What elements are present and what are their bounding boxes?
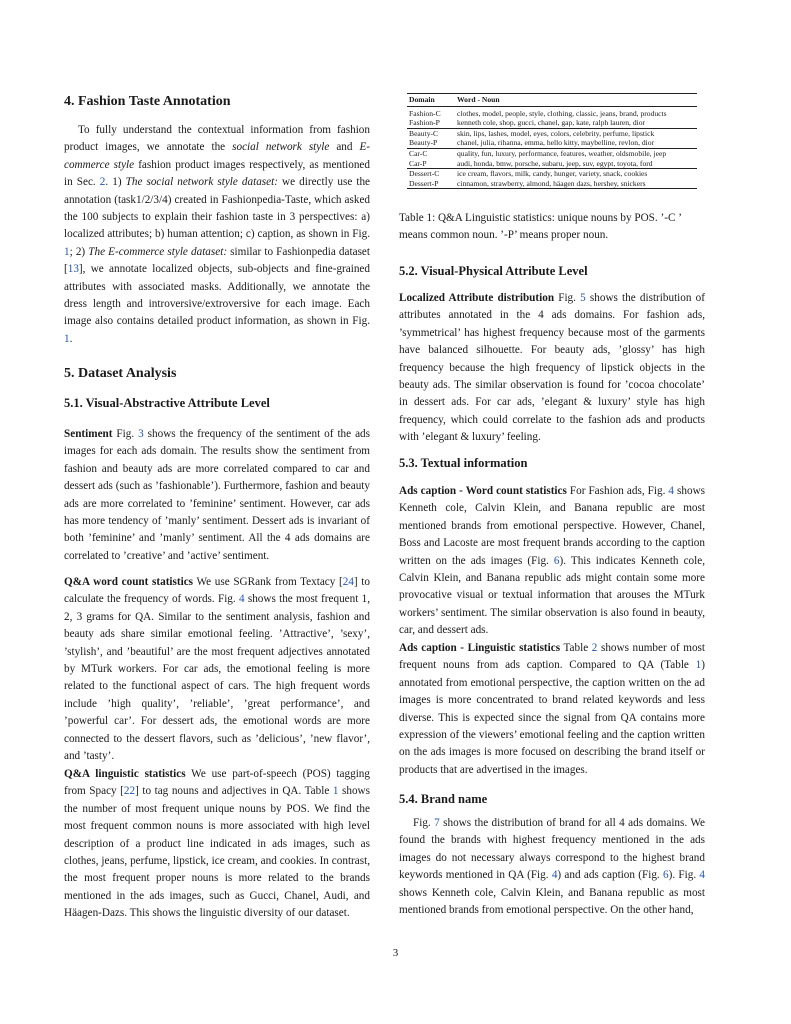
text-run: . 1) (105, 176, 126, 189)
cross-reference-link[interactable]: 2 (99, 176, 106, 189)
cross-reference-link[interactable]: 4 (699, 869, 705, 882)
section-5-4-title: 5.4. Brand name (399, 792, 488, 806)
table-header-domain: Domain (407, 94, 455, 107)
cross-reference-link[interactable]: 6 (553, 554, 560, 567)
cross-reference-link[interactable]: 7 (434, 817, 440, 829)
table-row (407, 159, 697, 169)
italic-text: social network style (232, 141, 330, 154)
table-cell-domain: Dessert-C (409, 169, 440, 179)
cross-reference-link[interactable]: 5 (580, 292, 586, 304)
cross-reference-link[interactable]: 1 (332, 785, 339, 798)
text-run: . (69, 332, 73, 345)
table-1-caption: Table 1: Q&A Linguistic statistics: unique nouns by POS. ’-C ’ means common noun. ’-P’ means proper noun. (399, 212, 682, 241)
table-row (407, 169, 697, 179)
page-number: 3 (392, 947, 399, 959)
table-cell-domain: Fashion-C (409, 108, 441, 118)
text-run: For Fashion ads, Fig. (566, 485, 669, 497)
text-run: shows the distribution of attributes annotated in the 4 ads domains. For fashion ads, ’symmetrical’ has highest frequency because most of the garments have balanced silhouette. For beauty ads, ’glossy’ has high frequency because the high frequency of lipstick objects in the beauty ads. The similar observation is found for ’cocoa chocolate’ in dessert ads. For car ads, ’elegant & luxury’ style has high frequency, which could correlate to the fashion ads and products with ’elegant & luxury’ feeling. (399, 292, 705, 444)
cross-reference-link[interactable]: 3 (138, 428, 144, 440)
text-run: shows Kenneth cole, Calvin Klein, and Banana republic as most mentioned brands from emotional perspective. On the other hand, (399, 886, 705, 917)
paragraph-run-in-heading: Ads caption - Word count statistics (399, 485, 567, 497)
text-run: shows number of most frequent nouns from ads caption. Compared to QA (Table (399, 642, 705, 672)
table-cell-words: ice cream, flavors, milk, candy, hunger, variety, snack, cookies (457, 169, 648, 179)
table-cell-words: kenneth cole, shop, gucci, chanel, gap, kate, ralph lauren, dior (455, 118, 697, 128)
table-cell-domain: Dessert-P (407, 179, 455, 189)
cross-reference-link[interactable]: 13 (67, 263, 79, 276)
table-row (407, 148, 697, 158)
table-header-row (407, 94, 697, 107)
cross-reference-link[interactable]: 1 (64, 245, 70, 258)
section-5-3-title: 5.3. Textual information (399, 456, 528, 470)
table-cell-words: cinnamon, strawberry, almond, häagen dazs, hershey, snickers (455, 179, 697, 189)
table-cell-domain: Fashion-P (407, 118, 455, 128)
table-cell-words: quality, fun, luxury, performance, features, weather, oldsmobile, jeep (457, 148, 667, 158)
italic-text: E-commerce style (64, 141, 370, 171)
table-cell-words: audi, honda, bmw, porsche, subaru, jeep, suv, egypt, toyota, ford (455, 159, 697, 169)
cross-reference-link[interactable]: 6 (663, 869, 669, 882)
cross-reference-link[interactable]: 22 (123, 785, 136, 798)
paragraph-run-in-heading: Ads caption - Linguistic statistics (399, 642, 561, 654)
text-run: ], we annotate localized objects, sub-objects and fine-grained attributes with associated masks. Additionally, we annotate the dress length and introversive/extroversive for each image. Each image also contains detailed product information, as shown in Fig. (64, 263, 370, 328)
cross-reference-link[interactable]: 4 (551, 869, 558, 882)
cross-reference-link[interactable]: 24 (342, 576, 354, 588)
table-row (407, 128, 697, 138)
text-run: fashion product images respectively, as mentioned in Sec. (64, 158, 370, 189)
text-run: ] to tag nouns and adjectives in QA. Table (135, 785, 333, 798)
caption-word-count-paragraph (399, 483, 705, 640)
text-run: We use part-of-speech (POS) tagging from Spacy [ (64, 768, 370, 798)
cross-reference-link[interactable]: 4 (668, 485, 674, 497)
caption-linguistic-paragraph (399, 640, 705, 779)
table-cell-words: skin, lips, lashes, model, eyes, colors, celebrity, perfume, lipstick (457, 128, 655, 138)
linguistic-table (407, 93, 697, 189)
sentiment-paragraph (64, 426, 370, 565)
paragraph-run-in-heading: Q&A linguistic statistics (64, 768, 186, 780)
text-run: ) and ads caption (Fig. (557, 869, 663, 882)
text-run: Fig. (112, 428, 139, 440)
italic-text: The E-commerce style dataset: (88, 245, 228, 258)
brand-name-paragraph (399, 815, 705, 919)
cross-reference-link[interactable]: 4 (238, 593, 245, 606)
section-5-2-title: 5.2. Visual-Physical Attribute Level (399, 264, 588, 278)
section-4-paragraph (64, 122, 370, 348)
text-run: we directly use the annotation (task1/2/3/4) created in Fashionpedia-Taste, which asked the 100 subjects to explain their fashion taste in 3 perspectives: a) localized attributes; b) human attention; c) caption, as shown in Fig. (64, 176, 371, 241)
qa-word-count-paragraph (64, 574, 370, 765)
paragraph-run-in-heading: Localized Attribute distribution (399, 292, 555, 304)
cross-reference-link[interactable]: 2 (591, 642, 598, 654)
text-run: shows the most frequent 1, 2, 3 grams for QA. Similar to the sentiment analysis, fashion and beauty ads share similar emotional feeling. ’Attractive’, ’sexy’, ’stylish’, and ’beautiful’ are the most frequent adjectives annotated by MTurk workers. For car ads, the emotional feeling is more related to the functional aspect of cars. The high frequent words include ’high quality’, ’reliable’, ’great performance’, and ’powerful car’. For dessert ads, the emotional words are more connected to the dessert flavors, such as ’delicious’, ’new flavor’, and ’tasty’. (64, 593, 370, 763)
table-row (407, 179, 697, 189)
table-cell-words: chanel, julia, rihanna, emma, hello kitty, maybelline, revlon, dior (455, 138, 697, 148)
text-run: Fig. (554, 292, 581, 304)
text-run: ). This indicates Kenneth cole, Calvin Klein, and Banana republic ads might contain some more provocative visual or textual information that arouses the MTurk workers’ sentiment. The similar observation is also found in beauty, car, and dessert ads. (399, 554, 706, 637)
qa-linguistic-paragraph (64, 766, 370, 923)
section-5-1-title: 5.1. Visual-Abstractive Attribute Level (64, 396, 270, 410)
text-run: ) annotated from emotional perspective, the caption written on the ad images is more concentrated to brand related keywords and less diverse. This is expected since the signal from QA contains more expression of the viewers’ emotional feeling and the caption written on the ads images is more focused on describing the brand itself or products that are advertised in the images. (399, 659, 705, 776)
italic-text: The social network style dataset: (125, 176, 278, 189)
text-run: shows the frequency of the sentiment of the ads images for each ads domain. The results show the sentiment from fashion and beauty ads are more correlated compared to car and dessert ads (such as ’fashionable’). Furthermore, fashion and beauty ads are more correlated to ’feminine’ sentiment. However, car ads has more tendency of ’manly’ sentiment. Dessert ads is invariant of both ’feminine’ and ’manly’ sentiment. All the 4 ads domains are correlated to ’creative’ and ’active’ sentiment. (64, 428, 370, 562)
text-run: ; 2) (69, 245, 89, 258)
text-run: shows Kenneth cole, Calvin Klein, and Banana republic are most mentioned brands from emotional perspective. However, Chanel, Boss and Lacoste are most frequent brands according to the caption written on the ads images (Fig. (399, 485, 706, 567)
table-cell-domain: Car-C (409, 148, 428, 158)
table-cell-words: clothes, model, people, style, clothing, classic, jeans, brand, products (457, 108, 667, 118)
text-run: and (329, 141, 360, 154)
paragraph-run-in-heading: Sentiment (64, 428, 113, 440)
table-row (407, 138, 697, 148)
text-run: Table (560, 642, 592, 654)
cross-reference-link[interactable]: 1 (64, 332, 70, 345)
table-row (407, 106, 697, 118)
paragraph-run-in-heading: Q&A word count statistics (64, 576, 194, 588)
text-run: We use SGRank from Textacy [ (193, 576, 343, 588)
section-4-title: 4. Fashion Taste Annotation (64, 94, 231, 109)
table-cell-domain: Beauty-P (407, 138, 455, 148)
text-run: ] to calculate the frequency of words. Fig. (64, 576, 370, 606)
section-5-title: 5. Dataset Analysis (64, 366, 177, 381)
text-run: shows the number of most frequent unique nouns by POS. We find the most frequent common nouns is more associated with high level description of a product line indicated in ads images, such as clothes, jeans, perfume, lipstick, ice cream, and cookies. In contrast, the most frequent proper nouns is more related to the brands mentioned in the ads images, such as Gucci, Chanel, Audi, and Häagen-Dazs. This shows the linguistic diversity of our dataset. (64, 785, 370, 920)
cross-reference-link[interactable]: 1 (695, 659, 702, 672)
localized-attribute-paragraph (399, 290, 705, 447)
table-header-words: Word - Noun (455, 94, 697, 107)
table-cell-domain: Beauty-C (409, 128, 439, 138)
table-row (407, 118, 697, 128)
table-1 (407, 93, 697, 189)
text-run: shows the distribution of brand for all 4 ads domains. We found the brands with highest frequency mentioned in the ads images do not necessary always correspond to the highest brand keywords mentioned in QA (Fig. (399, 817, 705, 882)
text-run: To fully understand the contextual information from fashion product images, we annotate the (64, 124, 370, 154)
text-run: ). Fig. (668, 869, 700, 882)
text-run: similar to Fashionpedia dataset [ (64, 245, 370, 276)
table-cell-domain: Car-P (407, 159, 455, 169)
text-run: Fig. (413, 817, 435, 829)
